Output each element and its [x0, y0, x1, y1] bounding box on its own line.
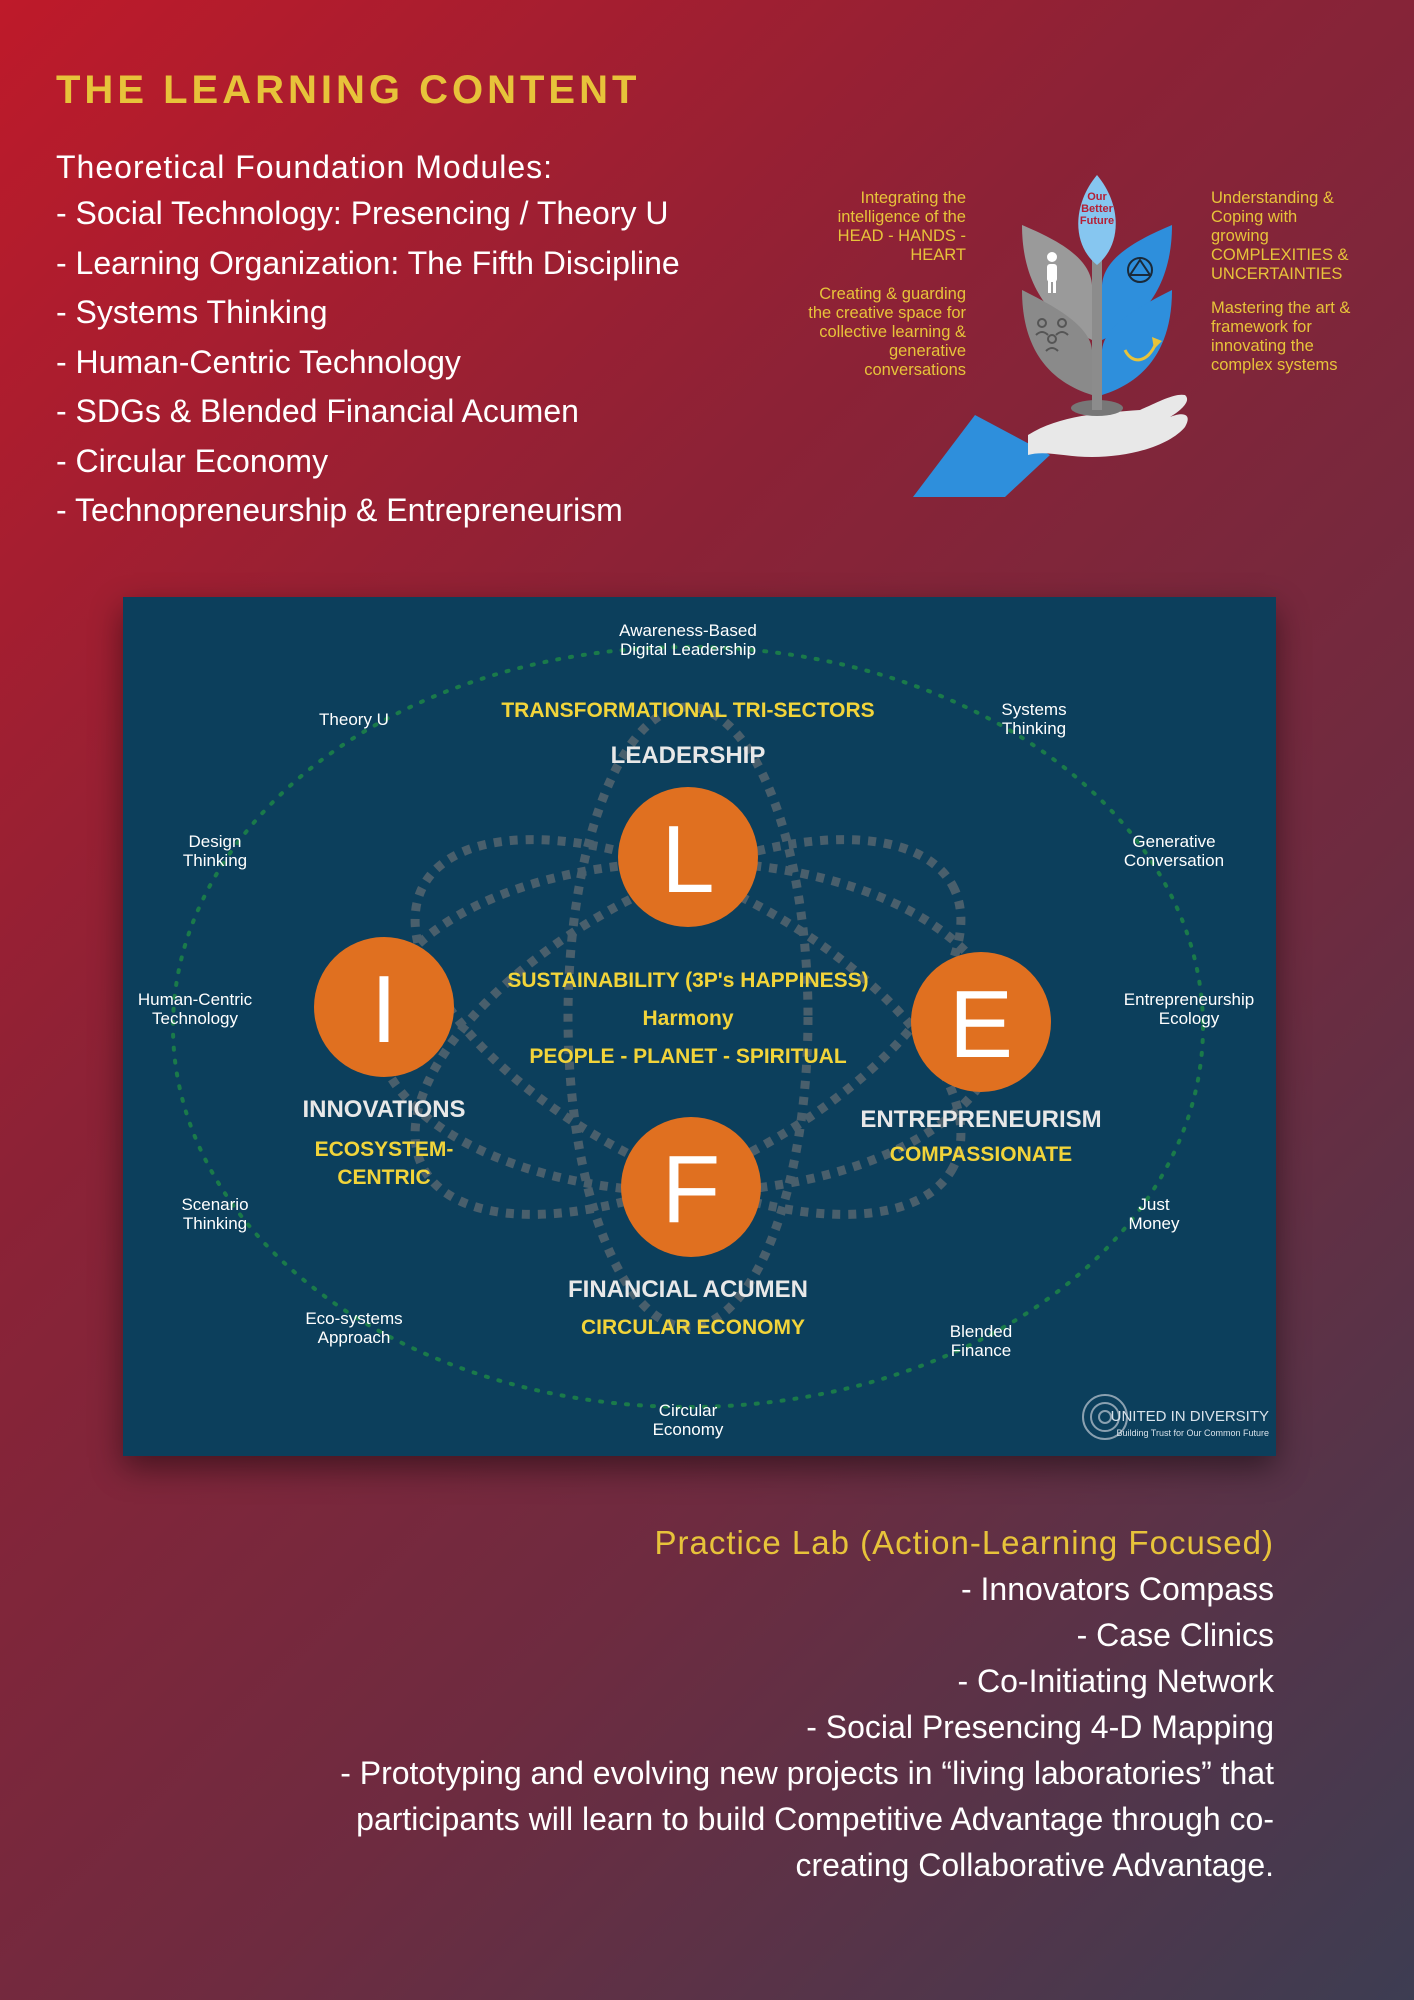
node-f-letter: F [661, 1136, 721, 1243]
practice-heading: Practice Lab (Action-Learning Focused) [654, 1524, 1274, 1561]
innovations-subtitle: ECOSYSTEM-CENTRIC [314, 1138, 454, 1189]
practice-item: - Prototyping and evolving new projects in “living laboratories” that [340, 1755, 1274, 1791]
page-title: THE LEARNING CONTENT [56, 68, 641, 112]
life-diagram-svg [123, 597, 1276, 1456]
center-people-planet: PEOPLE - PLANET - SPIRITUAL [529, 1045, 847, 1068]
node-l-letter: L [661, 806, 715, 913]
label-scenario-thinking: Scenario Thinking [181, 1195, 249, 1233]
label-human-centric: Human-Centric Technology [137, 990, 253, 1028]
innovations-title: INNOVATIONS [302, 1096, 466, 1123]
right-bottom-text: Mastering the art & framework for innovating the complex systems [1211, 299, 1351, 374]
left-top-text: Integrating the intelligence of the HEAD - HANDS - HEART [837, 189, 966, 264]
module-item: - Social Technology: Presencing / Theory U [56, 195, 669, 231]
united-in-diversity-logo [1083, 1395, 1269, 1439]
center-harmony: Harmony [642, 1007, 734, 1030]
logo-name: UNITED IN DIVERSITY [1110, 1408, 1269, 1425]
left-bottom-text: Creating & guarding the creative space for collective learning & generative conversations [808, 285, 966, 379]
label-blended-finance: Blended Finance [949, 1322, 1013, 1360]
top-leaf-label: Our Better Future [1079, 191, 1115, 227]
leaf-hand-graphic [760, 165, 1400, 505]
node-e-letter: E [948, 971, 1014, 1078]
leadership-title: LEADERSHIP [610, 742, 766, 769]
financial-acumen-title: FINANCIAL ACUMEN [568, 1276, 808, 1303]
life-diagram [123, 597, 1276, 1456]
module-item: - Systems Thinking [56, 294, 328, 330]
label-entrepreneurship-ecology: Entrepreneurship Ecology [1123, 990, 1255, 1028]
module-item: - SDGs & Blended Financial Acumen [56, 393, 579, 429]
entrepreneurism-subtitle: COMPASSIONATE [889, 1143, 1073, 1166]
practice-item: - Case Clinics [1076, 1617, 1274, 1653]
label-circular-economy: Circular Economy [652, 1401, 724, 1439]
practice-item: - Innovators Compass [960, 1571, 1274, 1607]
label-eco-systems: Eco-systems Approach [305, 1309, 403, 1347]
sleeve-shape [913, 415, 1050, 497]
plant-hand-illustration [760, 165, 1400, 505]
tri-sectors-banner: TRANSFORMATIONAL TRI-SECTORS [501, 699, 875, 722]
label-systems-thinking: Systems Thinking [1001, 700, 1067, 738]
module-item: - Technopreneurship & Entrepreneurism [56, 492, 623, 528]
module-item: - Human-Centric Technology [56, 343, 461, 380]
practice-item: participants will learn to build Competitive Advantage through co- [356, 1801, 1274, 1837]
right-top-text: Understanding & Coping with growing COMPLEXITIES & UNCERTAINTIES [1211, 189, 1349, 283]
practice-item: - Co-Initiating Network [957, 1663, 1274, 1699]
entrepreneurism-title: ENTREPRENEURISM [860, 1106, 1102, 1133]
financial-acumen-subtitle: CIRCULAR ECONOMY [581, 1316, 805, 1339]
theoretical-modules [56, 145, 756, 536]
label-awareness-based: Awareness-Based Digital Leadership [619, 621, 757, 659]
practice-item: creating Collaborative Advantage. [795, 1847, 1274, 1883]
node-i-letter: I [370, 956, 398, 1063]
label-theory-u: Theory U [319, 710, 389, 729]
practice-lab [174, 1520, 1274, 1888]
module-item: - Learning Organization: The Fifth Discipline [56, 244, 680, 281]
module-item: - Circular Economy [56, 442, 329, 479]
label-generative-conversation: Generative Conversation [1123, 832, 1225, 870]
label-just-money: Just Money [1128, 1195, 1180, 1233]
practice-item: - Social Presencing 4-D Mapping [806, 1709, 1274, 1745]
label-design-thinking: Design Thinking [182, 832, 248, 870]
center-sustainability: SUSTAINABILITY (3P's HAPPINESS) [507, 969, 869, 992]
modules-heading: Theoretical Foundation Modules: [56, 149, 554, 185]
logo-tagline: Building Trust for Our Common Future [1116, 1428, 1269, 1438]
